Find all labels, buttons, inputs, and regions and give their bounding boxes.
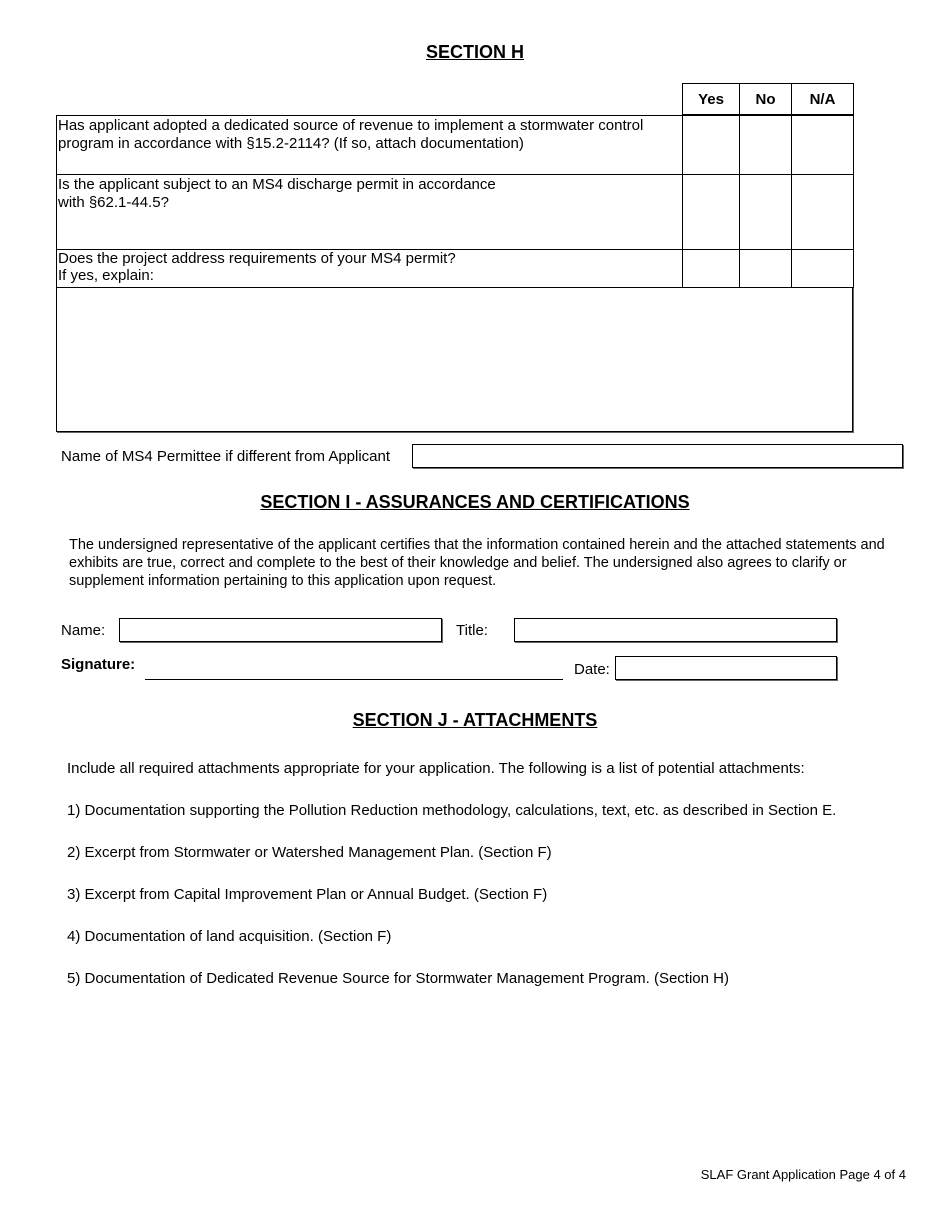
name-input[interactable] — [119, 618, 442, 642]
q2-no-cell[interactable] — [740, 175, 791, 249]
question-line: Does the project address requirements of your MS4 permit? — [58, 250, 456, 267]
attachment-item: 4) Documentation of land acquisition. (Section F) — [67, 928, 392, 945]
signature-line[interactable] — [145, 679, 563, 680]
q1-na-cell[interactable] — [792, 116, 853, 174]
name-label: Name: — [61, 622, 106, 639]
grid-line — [853, 115, 854, 287]
question-line: Has applicant adopted a dedicated source of revenue to implement a stormwater control — [58, 117, 644, 134]
q3-yes-cell[interactable] — [683, 250, 739, 287]
question-ms4-requirements — [58, 251, 678, 284]
grid-line — [56, 115, 57, 287]
question-ms4-permit — [58, 176, 678, 212]
permittee-input[interactable] — [412, 444, 903, 468]
attachments-intro: Include all required attachments appropriate for your application. The following is a list of potential attachments: — [67, 760, 805, 777]
question-line: If yes, explain: — [58, 266, 154, 284]
column-header-no: No — [739, 83, 792, 115]
q3-no-cell[interactable] — [740, 250, 791, 287]
title-input[interactable] — [514, 618, 837, 642]
section-h-title: SECTION H — [425, 42, 524, 62]
column-header-na: N/A — [791, 83, 854, 115]
permittee-label: Name of MS4 Permittee if different from Applicant — [61, 448, 391, 465]
q1-no-cell[interactable] — [740, 116, 791, 174]
paragraph-line: The undersigned representative of the applicant certifies that the information contained herein and the attached statements and — [69, 537, 885, 553]
question-line: Is the applicant subject to an MS4 discharge permit in accordance — [58, 176, 496, 193]
question-line: program in accordance with §15.2-2114? (If so, attach documentation) — [58, 135, 524, 152]
q3-na-cell[interactable] — [792, 250, 853, 287]
certification-paragraph — [69, 536, 929, 590]
section-i-title: SECTION I - ASSURANCES AND CERTIFICATIONS — [260, 492, 690, 512]
attachment-item: 1) Documentation supporting the Pollution Reduction methodology, calculations, text, etc. as described in Section E. — [67, 802, 837, 819]
attachment-item: 3) Excerpt from Capital Improvement Plan or Annual Budget. (Section F) — [67, 886, 548, 903]
paragraph-line: supplement information pertaining to this application upon request. — [69, 573, 497, 589]
signature-label: Signature: — [61, 656, 136, 673]
date-input[interactable] — [615, 656, 837, 680]
title-label: Title: — [456, 622, 488, 639]
column-header-yes: Yes — [682, 83, 740, 115]
question-revenue-source — [58, 117, 678, 153]
page-footer: SLAF Grant Application Page 4 of 4 — [700, 1167, 906, 1182]
date-label: Date: — [574, 661, 610, 678]
attachment-item: 5) Documentation of Dedicated Revenue Source for Stormwater Management Program. (Section H) — [67, 970, 729, 987]
question-line: with §62.1-44.5? — [58, 194, 169, 211]
attachment-item: 2) Excerpt from Stormwater or Watershed Management Plan. (Section F) — [67, 844, 552, 861]
section-j-title: SECTION J - ATTACHMENTS — [352, 710, 598, 730]
explain-textarea[interactable] — [56, 287, 853, 432]
q2-yes-cell[interactable] — [683, 175, 739, 249]
q1-yes-cell[interactable] — [683, 116, 739, 174]
q2-na-cell[interactable] — [792, 175, 853, 249]
paragraph-line: exhibits are true, correct and complete to the best of their knowledge and belief. The undersigned also agrees to clarify or — [69, 555, 847, 571]
